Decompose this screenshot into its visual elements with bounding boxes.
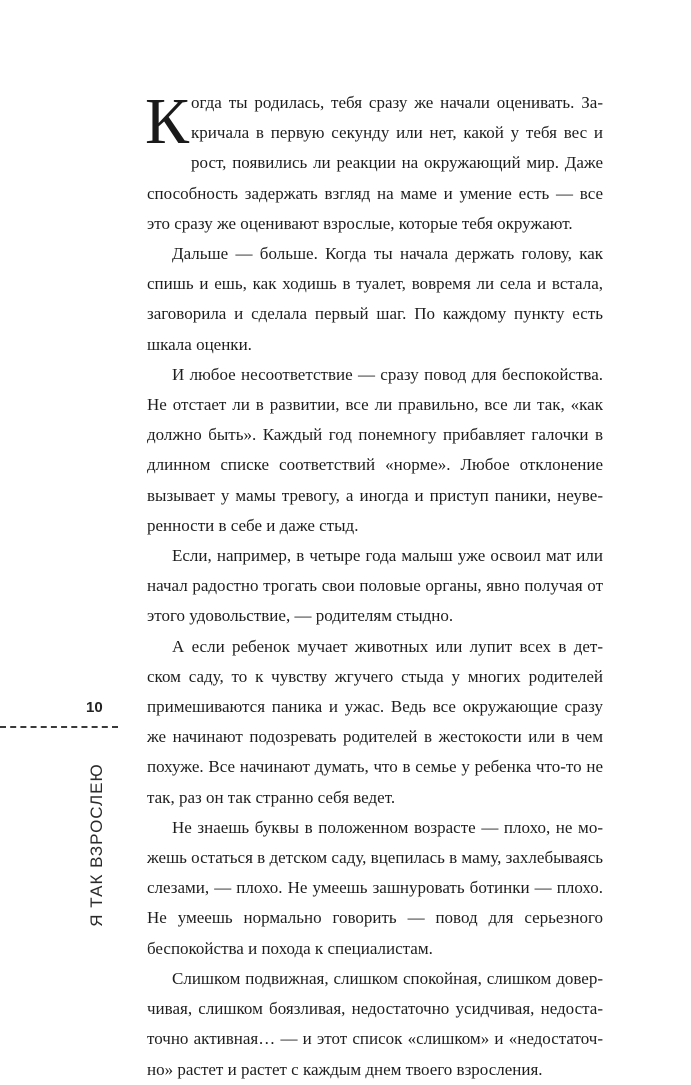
paragraph-3: И любое несоответствие — сразу повод для беспокойства. Не отстает ли в развитии, все ли правильно, все ли так, «как должно быть». Каждый год понемногу прибавляет галочки в длинном списке соответствий «норме». Любое отклонение вызывает у мамы тревогу, а иногда и приступ паники, неуверенности в себе и даже стыд. [147, 364, 603, 535]
main-text [145, 85, 603, 1085]
paragraph-5: А если ребенок мучает животных или лупит всех в детском саду, то к чувству жгучего стыда у многих родителей примешиваются паника и ужас. Ведь все окружающие сразу же начинают подозревать родителей в жестокости или в чем похуже. Все начинают думать, что в семье у ребенка что-то не так, раз он так странно себя ведет. [147, 636, 603, 807]
paragraph-6: Не знаешь буквы в положенном возрасте — плохо, не можешь остаться в детском саду, вцепилась в маму, захлебываясь слезами, — плохо. Не умеешь зашнуровать ботинки — плохо. Не умеешь нормально говорить — повод для серьезного беспокойства и похода к специалистам. [147, 817, 603, 958]
paragraph-7: Слишком подвижная, слишком спокойная, слишком доверчивая, слишком боязливая, недостаточно усидчивая, недостаточно активная… — и этот список «слишком» и «недостаточно» растет и растет с каждым днем твоего взросления. [147, 968, 603, 1079]
paragraph-1 [145, 85, 603, 239]
paragraph-1-text: огда ты родилась, тебя сразу же начали оценивать. Закричала в первую секунду или нет, какой у тебя вес и рост, появились ли реакции на окружающий мир. Даже способность задержать взгляд на маме и умение есть — все это сразу же оценивают взрослые, которые тебя окружают. [147, 93, 603, 233]
drop-cap: К [145, 85, 190, 158]
dashed-divider [0, 726, 118, 728]
page-number: 10 [86, 699, 103, 716]
paragraph-2: Дальше — больше. Когда ты начала держать голову, как спишь и ешь, как ходишь в туалет, вовремя ли села и встала, заговорила и сделала первый шаг. По каждому пункту есть шкала оценки. [147, 244, 603, 354]
running-title: Я ТАК ВЗРОСЛЕЮ [87, 763, 106, 927]
paragraph-4: Если, например, в четыре года малыш уже освоил мат или начал радостно трогать свои половые органы, явно получая от этого удовольствие, — родителям стыдно. [147, 546, 603, 626]
